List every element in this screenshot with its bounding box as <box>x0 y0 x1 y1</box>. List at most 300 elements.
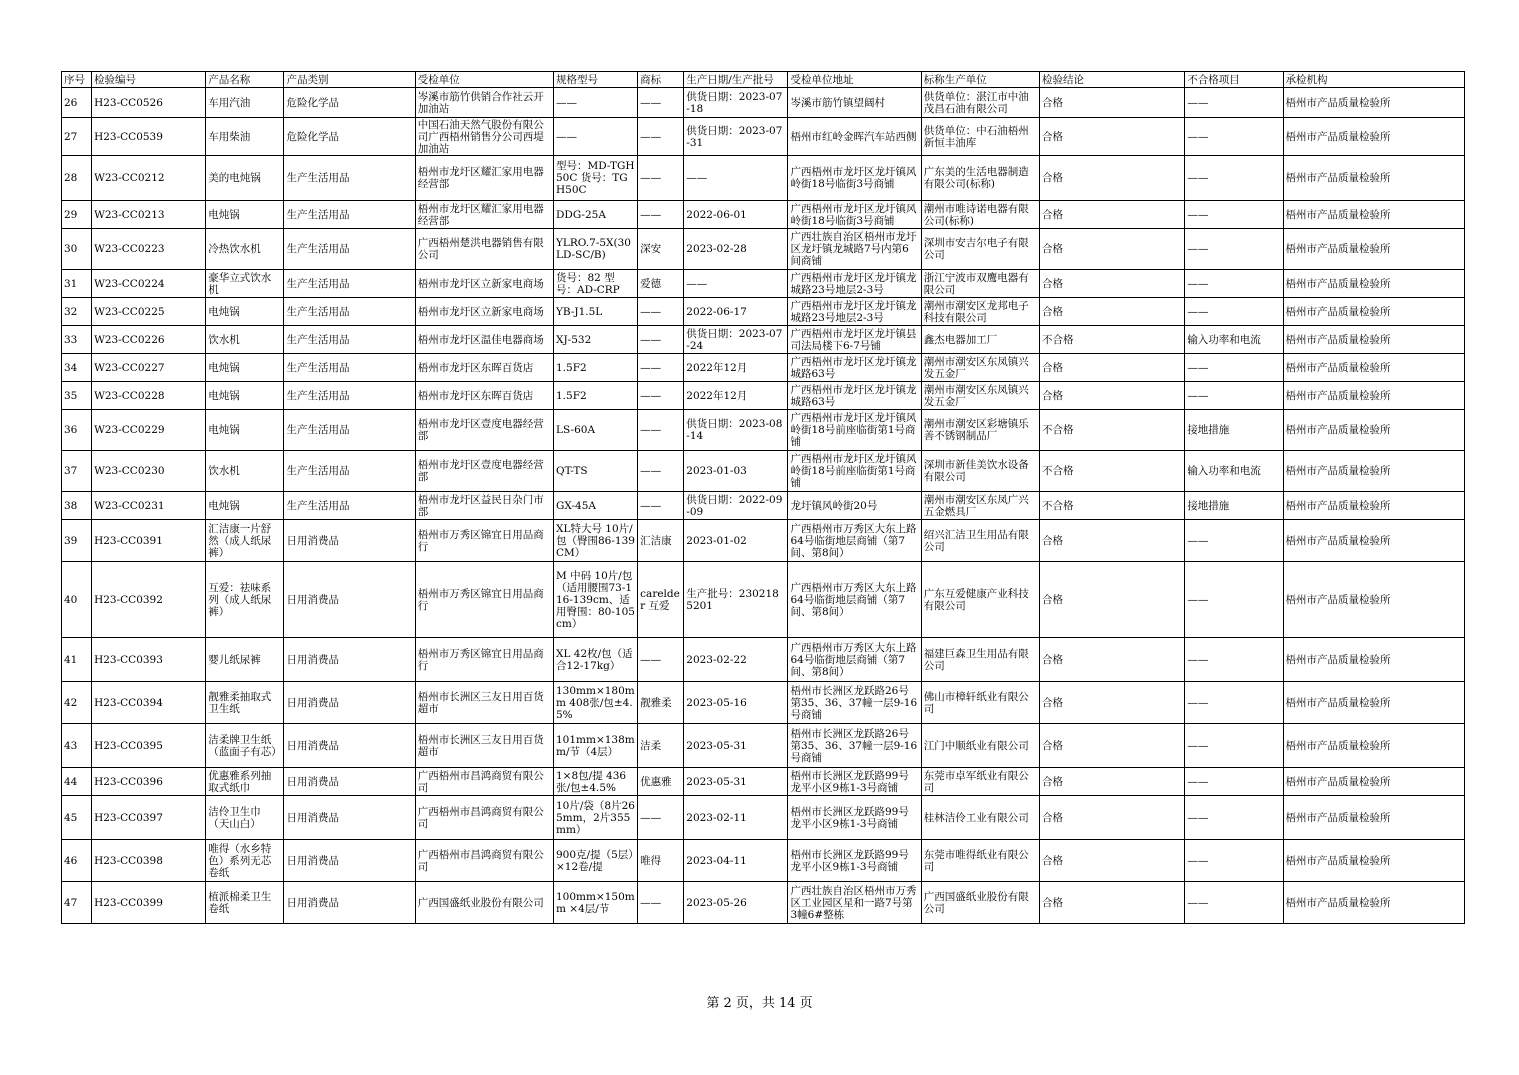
table-row <box>62 492 1465 520</box>
cell-index: 33 <box>62 326 92 354</box>
table-row <box>62 410 1465 451</box>
cell-failed-items: —— <box>1185 354 1283 382</box>
cell-spec-model: 10片/袋（8片265mm，2片355mm） <box>554 796 638 840</box>
cell-production-date: 2022年12月 <box>684 354 788 382</box>
cell-spec-model: LS-60A <box>554 410 638 451</box>
cell-inspection-no: W23-CC0212 <box>92 156 206 201</box>
cell-failed-items: —— <box>1185 724 1283 768</box>
cell-conclusion: 合格 <box>1040 682 1185 724</box>
cell-product-category: 日用消费品 <box>284 724 415 768</box>
cell-manufacturer: 东莞市唯得纸业有限公司 <box>921 840 1039 882</box>
cell-index: 39 <box>62 520 92 562</box>
cell-production-date: 2023-05-31 <box>684 724 788 768</box>
cell-product-category: 生产生活用品 <box>284 382 415 410</box>
cell-manufacturer: 福建巨森卫生用品有限公司 <box>921 638 1039 682</box>
cell-production-date: —— <box>684 156 788 201</box>
cell-product-category: 日用消费品 <box>284 638 415 682</box>
cell-inspection-agency: 梧州市产品质量检验所 <box>1283 270 1464 298</box>
cell-product-name: 电炖锅 <box>206 382 284 410</box>
cell-trademark: —— <box>638 201 684 229</box>
cell-product-category: 生产生活用品 <box>284 326 415 354</box>
cell-manufacturer: 潮州市潮安区东凤广兴五金燃具厂 <box>921 492 1039 520</box>
cell-conclusion: 合格 <box>1040 156 1185 201</box>
cell-product-category: 日用消费品 <box>284 768 415 796</box>
cell-spec-model: YB-J1.5L <box>554 298 638 326</box>
cell-inspected-unit: 梧州市龙圩区益民日杂门市部 <box>415 492 553 520</box>
col-header-inspected-unit: 受检单位 <box>415 72 553 88</box>
cell-failed-items: —— <box>1185 638 1283 682</box>
cell-unit-address: 梧州市长洲区龙跃路99号龙平小区9栋1-3号商铺 <box>788 768 921 796</box>
table-row <box>62 354 1465 382</box>
cell-product-category: 生产生活用品 <box>284 298 415 326</box>
cell-inspected-unit: 中国石油天然气股份有限公司广西梧州销售分公司西堤加油站 <box>415 118 553 156</box>
cell-trademark: 洁柔 <box>638 724 684 768</box>
cell-conclusion: 合格 <box>1040 88 1185 118</box>
cell-product-name: 靓雅柔抽取式卫生纸 <box>206 682 284 724</box>
cell-product-category: 生产生活用品 <box>284 354 415 382</box>
cell-product-name: 车用柴油 <box>206 118 284 156</box>
cell-inspection-no: W23-CC0225 <box>92 298 206 326</box>
cell-failed-items: 接地措施 <box>1185 492 1283 520</box>
cell-unit-address: 梧州市红岭金晖汽车站西侧 <box>788 118 921 156</box>
cell-inspected-unit: 梧州市万秀区锦宜日用品商行 <box>415 562 553 638</box>
cell-index: 47 <box>62 882 92 924</box>
col-header-manufacturer: 标称生产单位 <box>921 72 1039 88</box>
cell-manufacturer: 江门中顺纸业有限公司 <box>921 724 1039 768</box>
cell-manufacturer: 深圳市新佳美饮水设备有限公司 <box>921 451 1039 492</box>
cell-unit-address: 广西梧州市龙圩区龙圩镇县司法局楼下6-7号铺 <box>788 326 921 354</box>
cell-inspection-no: W23-CC0223 <box>92 229 206 270</box>
cell-index: 36 <box>62 410 92 451</box>
cell-inspected-unit: 梧州市龙圩区温佳电器商场 <box>415 326 553 354</box>
cell-manufacturer: 桂林洁伶工业有限公司 <box>921 796 1039 840</box>
cell-index: 34 <box>62 354 92 382</box>
cell-trademark: —— <box>638 298 684 326</box>
cell-manufacturer: 鑫杰电器加工厂 <box>921 326 1039 354</box>
cell-production-date: 2023-05-31 <box>684 768 788 796</box>
cell-production-date: 2023-01-02 <box>684 520 788 562</box>
cell-unit-address: 梧州市长洲区龙跃路99号龙平小区9栋1-3号商铺 <box>788 796 921 840</box>
cell-product-name: 洁柔牌卫生纸（蓝面子有芯） <box>206 724 284 768</box>
cell-inspection-agency: 梧州市产品质量检验所 <box>1283 156 1464 201</box>
cell-inspection-no: H23-CC0395 <box>92 724 206 768</box>
cell-failed-items: —— <box>1185 682 1283 724</box>
table-row <box>62 768 1465 796</box>
cell-product-category: 日用消费品 <box>284 882 415 924</box>
cell-spec-model: YLRO.7-5X(30LD-SC/B) <box>554 229 638 270</box>
cell-trademark: —— <box>638 410 684 451</box>
cell-production-date: 供货日期：2023-08-14 <box>684 410 788 451</box>
cell-production-date: 供货日期：2022-09-09 <box>684 492 788 520</box>
cell-spec-model: DDG-25A <box>554 201 638 229</box>
cell-conclusion: 合格 <box>1040 354 1185 382</box>
cell-production-date: 2023-04-11 <box>684 840 788 882</box>
cell-spec-model: 1×8包/提 436张/包±4.5% <box>554 768 638 796</box>
col-header-conclusion: 检验结论 <box>1040 72 1185 88</box>
cell-trademark: —— <box>638 638 684 682</box>
cell-index: 41 <box>62 638 92 682</box>
cell-product-name: 电炖锅 <box>206 298 284 326</box>
cell-inspection-agency: 梧州市产品质量检验所 <box>1283 410 1464 451</box>
col-header-product-name: 产品名称 <box>206 72 284 88</box>
cell-inspected-unit: 梧州市万秀区锦宜日用品商行 <box>415 520 553 562</box>
cell-product-category: 生产生活用品 <box>284 410 415 451</box>
cell-inspected-unit: 梧州市龙圩区耀汇家用电器经营部 <box>415 156 553 201</box>
table-row <box>62 724 1465 768</box>
cell-unit-address: 广西梧州市龙圩区龙圩镇风岭街18号前座临街第1号商铺 <box>788 451 921 492</box>
cell-inspected-unit: 广西梧州楚洪电器销售有限公司 <box>415 229 553 270</box>
cell-production-date: 生产批号：2302185201 <box>684 562 788 638</box>
cell-failed-items: —— <box>1185 156 1283 201</box>
cell-inspection-agency: 梧州市产品质量检验所 <box>1283 326 1464 354</box>
table-row <box>62 520 1465 562</box>
cell-index: 40 <box>62 562 92 638</box>
cell-inspection-no: H23-CC0391 <box>92 520 206 562</box>
cell-inspection-no: W23-CC0226 <box>92 326 206 354</box>
cell-spec-model: QT-TS <box>554 451 638 492</box>
cell-unit-address: 广西梧州市龙圩区龙圩镇风岭街18号前座临街第1号商铺 <box>788 410 921 451</box>
cell-inspected-unit: 梧州市龙圩区壹度电器经营部 <box>415 451 553 492</box>
cell-manufacturer: 潮州市唯诗诺电器有限公司(标称) <box>921 201 1039 229</box>
table-row <box>62 229 1465 270</box>
cell-production-date: 2022-06-17 <box>684 298 788 326</box>
cell-trademark: —— <box>638 382 684 410</box>
cell-product-name: 饮水机 <box>206 326 284 354</box>
cell-trademark: 靓雅柔 <box>638 682 684 724</box>
cell-conclusion: 合格 <box>1040 796 1185 840</box>
col-header-index: 序号 <box>62 72 92 88</box>
cell-failed-items: —— <box>1185 882 1283 924</box>
cell-production-date: 2023-05-16 <box>684 682 788 724</box>
cell-manufacturer: 浙江宁波市双鹰电器有限公司 <box>921 270 1039 298</box>
cell-inspection-agency: 梧州市产品质量检验所 <box>1283 451 1464 492</box>
cell-manufacturer: 佛山市樟轩纸业有限公司 <box>921 682 1039 724</box>
cell-inspection-agency: 梧州市产品质量检验所 <box>1283 118 1464 156</box>
cell-trademark: 深安 <box>638 229 684 270</box>
cell-manufacturer: 潮州市潮安区东凤镇兴发五金厂 <box>921 382 1039 410</box>
cell-inspected-unit: 梧州市龙圩区立新家电商场 <box>415 298 553 326</box>
cell-index: 29 <box>62 201 92 229</box>
cell-production-date: 2022年12月 <box>684 382 788 410</box>
cell-spec-model: GX-45A <box>554 492 638 520</box>
cell-trademark: —— <box>638 492 684 520</box>
cell-spec-model: —— <box>554 88 638 118</box>
cell-inspection-agency: 梧州市产品质量检验所 <box>1283 492 1464 520</box>
cell-inspection-no: H23-CC0397 <box>92 796 206 840</box>
cell-manufacturer: 深圳市安吉尔电子有限公司 <box>921 229 1039 270</box>
cell-conclusion: 合格 <box>1040 270 1185 298</box>
table-row <box>62 451 1465 492</box>
table-row <box>62 118 1465 156</box>
cell-inspection-no: W23-CC0228 <box>92 382 206 410</box>
cell-index: 30 <box>62 229 92 270</box>
cell-trademark: —— <box>638 451 684 492</box>
cell-unit-address: 广西梧州市龙圩区龙圩镇风岭街18号临街3号商铺 <box>788 201 921 229</box>
cell-product-name: 车用汽油 <box>206 88 284 118</box>
cell-index: 37 <box>62 451 92 492</box>
cell-trademark: 汇洁康 <box>638 520 684 562</box>
cell-index: 45 <box>62 796 92 840</box>
table-row <box>62 882 1465 924</box>
cell-product-category: 危险化学品 <box>284 88 415 118</box>
cell-manufacturer: 绍兴汇洁卫生用品有限公司 <box>921 520 1039 562</box>
cell-conclusion: 合格 <box>1040 768 1185 796</box>
cell-trademark: —— <box>638 326 684 354</box>
cell-unit-address: 广西壮族自治区梧州市龙圩区龙圩镇龙城路7号内第6间商铺 <box>788 229 921 270</box>
col-header-failed-items: 不合格项目 <box>1185 72 1283 88</box>
cell-failed-items: —— <box>1185 118 1283 156</box>
cell-index: 42 <box>62 682 92 724</box>
cell-inspection-agency: 梧州市产品质量检验所 <box>1283 520 1464 562</box>
col-header-unit-address: 受检单位地址 <box>788 72 921 88</box>
cell-conclusion: 合格 <box>1040 638 1185 682</box>
cell-index: 35 <box>62 382 92 410</box>
cell-inspection-agency: 梧州市产品质量检验所 <box>1283 354 1464 382</box>
cell-production-date: —— <box>684 270 788 298</box>
cell-trademark: —— <box>638 88 684 118</box>
cell-product-name: 饮水机 <box>206 451 284 492</box>
cell-unit-address: 广西壮族自治区梧州市万秀区工业园区星和一路7号第3幢6#整栋 <box>788 882 921 924</box>
cell-inspection-agency: 梧州市产品质量检验所 <box>1283 682 1464 724</box>
cell-unit-address: 广西梧州市龙圩区龙圩镇龙城路23号地层2-3号 <box>788 298 921 326</box>
cell-unit-address: 广西梧州市龙圩区龙圩镇龙城路23号地层2-3号 <box>788 270 921 298</box>
cell-inspection-no: W23-CC0224 <box>92 270 206 298</box>
cell-inspection-no: W23-CC0227 <box>92 354 206 382</box>
cell-inspection-agency: 梧州市产品质量检验所 <box>1283 201 1464 229</box>
cell-failed-items: —— <box>1185 382 1283 410</box>
cell-failed-items: —— <box>1185 768 1283 796</box>
cell-conclusion: 合格 <box>1040 118 1185 156</box>
table-row <box>62 88 1465 118</box>
cell-index: 43 <box>62 724 92 768</box>
cell-failed-items: —— <box>1185 840 1283 882</box>
cell-inspection-agency: 梧州市产品质量检验所 <box>1283 382 1464 410</box>
cell-production-date: 2023-02-28 <box>684 229 788 270</box>
table-row <box>62 682 1465 724</box>
cell-inspected-unit: 梧州市龙圩区耀汇家用电器经营部 <box>415 201 553 229</box>
cell-product-category: 生产生活用品 <box>284 492 415 520</box>
cell-product-category: 日用消费品 <box>284 682 415 724</box>
cell-spec-model: 101mm×138mm/节（4层） <box>554 724 638 768</box>
cell-inspection-agency: 梧州市产品质量检验所 <box>1283 840 1464 882</box>
col-header-inspection-agency: 承检机构 <box>1283 72 1464 88</box>
cell-inspected-unit: 梧州市龙圩区立新家电商场 <box>415 270 553 298</box>
cell-product-category: 日用消费品 <box>284 562 415 638</box>
cell-inspection-agency: 梧州市产品质量检验所 <box>1283 298 1464 326</box>
cell-inspected-unit: 梧州市龙圩区东晖百货店 <box>415 354 553 382</box>
cell-failed-items: —— <box>1185 298 1283 326</box>
cell-conclusion: 合格 <box>1040 882 1185 924</box>
cell-conclusion: 合格 <box>1040 382 1185 410</box>
cell-production-date: 2023-01-03 <box>684 451 788 492</box>
cell-inspected-unit: 梧州市龙圩区壹度电器经营部 <box>415 410 553 451</box>
cell-failed-items: 输入功率和电流 <box>1185 451 1283 492</box>
col-header-product-category: 产品类别 <box>284 72 415 88</box>
cell-inspected-unit: 梧州市长洲区三友日用百货超市 <box>415 682 553 724</box>
cell-conclusion: 不合格 <box>1040 326 1185 354</box>
cell-product-name: 电炖锅 <box>206 410 284 451</box>
cell-spec-model: 型号：MD-TGH50C 货号：TGH50C <box>554 156 638 201</box>
cell-product-category: 日用消费品 <box>284 796 415 840</box>
cell-inspection-no: H23-CC0539 <box>92 118 206 156</box>
col-header-spec-model: 规格型号 <box>554 72 638 88</box>
cell-unit-address: 广西梧州市龙圩区龙圩镇龙城路63号 <box>788 354 921 382</box>
cell-product-name: 植派棉柔卫生卷纸 <box>206 882 284 924</box>
cell-inspected-unit: 广西梧州市昌鸿商贸有限公司 <box>415 840 553 882</box>
cell-inspection-no: H23-CC0398 <box>92 840 206 882</box>
cell-production-date: 2023-02-11 <box>684 796 788 840</box>
cell-inspected-unit: 梧州市长洲区三友日用百货超市 <box>415 724 553 768</box>
cell-inspection-no: W23-CC0229 <box>92 410 206 451</box>
cell-production-date: 2023-05-26 <box>684 882 788 924</box>
table-row <box>62 638 1465 682</box>
cell-inspection-agency: 梧州市产品质量检验所 <box>1283 796 1464 840</box>
cell-conclusion: 不合格 <box>1040 451 1185 492</box>
cell-product-category: 危险化学品 <box>284 118 415 156</box>
cell-product-category: 生产生活用品 <box>284 451 415 492</box>
cell-unit-address: 广西梧州市万秀区大东上路64号临街地层商铺（第7间、第8间） <box>788 520 921 562</box>
cell-product-name: 优惠雅系列抽取式纸巾 <box>206 768 284 796</box>
cell-spec-model: XL 42枚/包（适合12-17kg） <box>554 638 638 682</box>
page-number: 第 2 页，共 14 页 <box>706 996 813 1011</box>
cell-spec-model: XJ-532 <box>554 326 638 354</box>
cell-trademark: carelder 互爱 <box>638 562 684 638</box>
cell-inspection-agency: 梧州市产品质量检验所 <box>1283 882 1464 924</box>
cell-spec-model: —— <box>554 118 638 156</box>
cell-unit-address: 广西梧州市龙圩区龙圩镇龙城路63号 <box>788 382 921 410</box>
cell-index: 28 <box>62 156 92 201</box>
cell-inspection-no: H23-CC0393 <box>92 638 206 682</box>
cell-production-date: 供货日期：2023-07-31 <box>684 118 788 156</box>
cell-inspection-agency: 梧州市产品质量检验所 <box>1283 88 1464 118</box>
cell-inspection-no: H23-CC0394 <box>92 682 206 724</box>
cell-unit-address: 广西梧州市万秀区大东上路64号临街地层商铺（第7间、第8间） <box>788 562 921 638</box>
table-row <box>62 562 1465 638</box>
cell-conclusion: 不合格 <box>1040 492 1185 520</box>
cell-inspected-unit: 梧州市龙圩区东晖百货店 <box>415 382 553 410</box>
cell-trademark: —— <box>638 796 684 840</box>
cell-conclusion: 合格 <box>1040 298 1185 326</box>
cell-manufacturer: 潮州市潮安区龙邦电子科技有限公司 <box>921 298 1039 326</box>
cell-conclusion: 合格 <box>1040 229 1185 270</box>
cell-index: 26 <box>62 88 92 118</box>
cell-inspection-no: W23-CC0213 <box>92 201 206 229</box>
cell-inspection-no: H23-CC0392 <box>92 562 206 638</box>
table-body <box>62 88 1465 924</box>
cell-conclusion: 不合格 <box>1040 410 1185 451</box>
cell-manufacturer: 供货单位：中石油梧州新恒丰油库 <box>921 118 1039 156</box>
cell-inspection-no: H23-CC0526 <box>92 88 206 118</box>
cell-unit-address: 广西梧州市万秀区大东上路64号临街地层商铺（第7间、第8间） <box>788 638 921 682</box>
cell-trademark: —— <box>638 118 684 156</box>
cell-index: 27 <box>62 118 92 156</box>
cell-product-name: 洁伶卫生巾（天山白） <box>206 796 284 840</box>
cell-product-category: 生产生活用品 <box>284 270 415 298</box>
cell-conclusion: 合格 <box>1040 201 1185 229</box>
cell-unit-address: 龙圩镇风岭街20号 <box>788 492 921 520</box>
cell-spec-model: 货号：82 型号：AD-CRP <box>554 270 638 298</box>
cell-inspection-no: H23-CC0399 <box>92 882 206 924</box>
cell-production-date: 供货日期：2023-07-24 <box>684 326 788 354</box>
table-header-row <box>62 72 1465 88</box>
cell-manufacturer: 潮州市潮安区彩塘镇乐善不锈钢制品厂 <box>921 410 1039 451</box>
cell-trademark: —— <box>638 354 684 382</box>
cell-inspected-unit: 广西国盛纸业股份有限公司 <box>415 882 553 924</box>
cell-trademark: —— <box>638 156 684 201</box>
cell-inspection-agency: 梧州市产品质量检验所 <box>1283 229 1464 270</box>
cell-production-date: 供货日期：2023-07-18 <box>684 88 788 118</box>
cell-product-name: 电炖锅 <box>206 492 284 520</box>
cell-spec-model: 100mm×150mm ×4层/节 <box>554 882 638 924</box>
col-header-trademark: 商标 <box>638 72 684 88</box>
cell-unit-address: 岑溪市筋竹镇望阔村 <box>788 88 921 118</box>
cell-unit-address: 广西梧州市龙圩区龙圩镇风岭街18号临街3号商铺 <box>788 156 921 201</box>
cell-product-name: 唯得（水乡特色）系列无芯卷纸 <box>206 840 284 882</box>
cell-inspection-agency: 梧州市产品质量检验所 <box>1283 768 1464 796</box>
cell-production-date: 2022-06-01 <box>684 201 788 229</box>
cell-product-category: 日用消费品 <box>284 840 415 882</box>
table-row <box>62 298 1465 326</box>
cell-index: 46 <box>62 840 92 882</box>
cell-failed-items: 接地措施 <box>1185 410 1283 451</box>
cell-unit-address: 梧州市长洲区龙跃路26号第35、36、37幢一层9-16号商铺 <box>788 724 921 768</box>
cell-product-name: 豪华立式饮水机 <box>206 270 284 298</box>
cell-inspected-unit: 岑溪市筋竹供销合作社云开加油站 <box>415 88 553 118</box>
cell-trademark: 爱德 <box>638 270 684 298</box>
cell-failed-items: 输入功率和电流 <box>1185 326 1283 354</box>
cell-conclusion: 合格 <box>1040 562 1185 638</box>
cell-spec-model: 900克/提（5层）×12卷/提 <box>554 840 638 882</box>
cell-failed-items: —— <box>1185 562 1283 638</box>
cell-index: 44 <box>62 768 92 796</box>
cell-product-category: 生产生活用品 <box>284 229 415 270</box>
cell-production-date: 2023-02-22 <box>684 638 788 682</box>
table-row <box>62 201 1465 229</box>
table-row <box>62 796 1465 840</box>
cell-spec-model: 1.5F2 <box>554 382 638 410</box>
cell-product-category: 生产生活用品 <box>284 156 415 201</box>
table-row <box>62 840 1465 882</box>
cell-manufacturer: 潮州市潮安区东凤镇兴发五金厂 <box>921 354 1039 382</box>
cell-trademark: 优惠雅 <box>638 768 684 796</box>
cell-index: 31 <box>62 270 92 298</box>
cell-inspection-agency: 梧州市产品质量检验所 <box>1283 562 1464 638</box>
cell-spec-model: 130mm×180mm 408张/包±4.5% <box>554 682 638 724</box>
cell-manufacturer: 供货单位：湛江市中油茂昌石油有限公司 <box>921 88 1039 118</box>
cell-manufacturer: 东莞市卓军纸业有限公司 <box>921 768 1039 796</box>
cell-product-name: 互爱：祛味系列（成人纸尿裤） <box>206 562 284 638</box>
col-header-production-date: 生产日期/生产批号 <box>684 72 788 88</box>
cell-failed-items: —— <box>1185 796 1283 840</box>
cell-product-name: 冷热饮水机 <box>206 229 284 270</box>
table-row <box>62 326 1465 354</box>
cell-product-name: 婴儿纸尿裤 <box>206 638 284 682</box>
cell-manufacturer: 广东美的生活电器制造有限公司(标称) <box>921 156 1039 201</box>
cell-product-name: 电炖锅 <box>206 354 284 382</box>
cell-product-name: 汇洁康一片舒然（成人纸尿裤） <box>206 520 284 562</box>
cell-product-category: 日用消费品 <box>284 520 415 562</box>
table-row <box>62 382 1465 410</box>
cell-failed-items: —— <box>1185 229 1283 270</box>
cell-failed-items: —— <box>1185 270 1283 298</box>
cell-inspected-unit: 梧州市万秀区锦宜日用品商行 <box>415 638 553 682</box>
cell-manufacturer: 广西国盛纸业股份有限公司 <box>921 882 1039 924</box>
cell-trademark: 唯得 <box>638 840 684 882</box>
cell-inspection-no: H23-CC0396 <box>92 768 206 796</box>
cell-index: 38 <box>62 492 92 520</box>
cell-spec-model: M 中码 10片/包（适用腰围73-116-139cm、适用臀围：80-105cm） <box>554 562 638 638</box>
cell-failed-items: —— <box>1185 201 1283 229</box>
